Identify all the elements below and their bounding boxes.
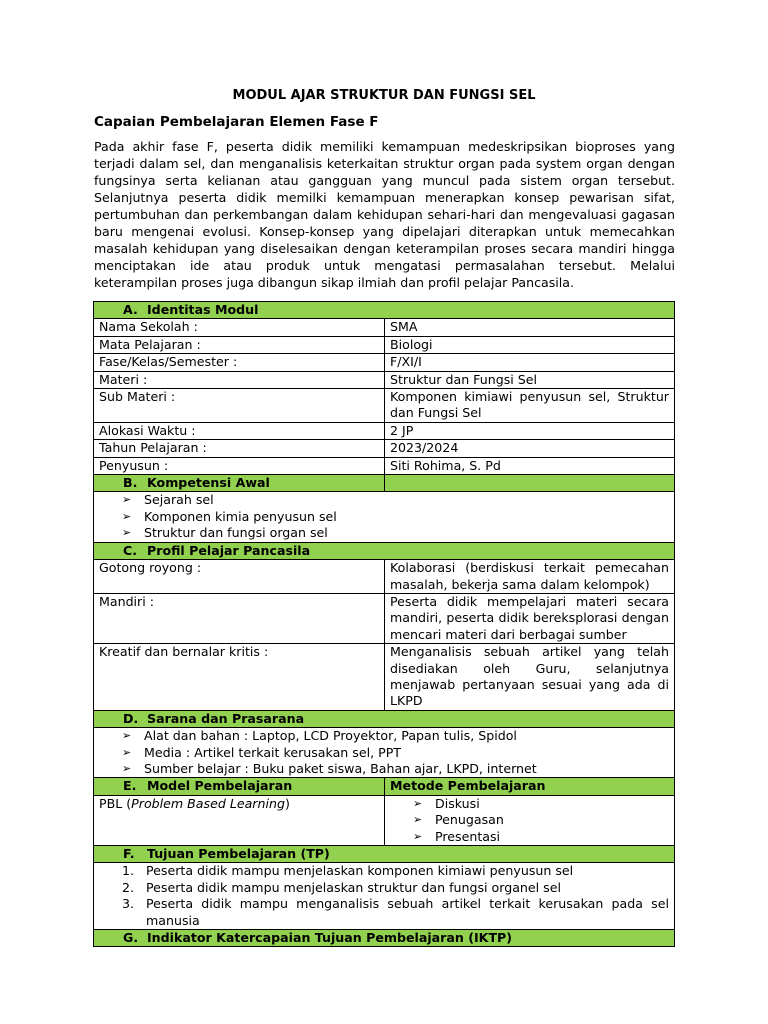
section-title: Identitas Modul bbox=[147, 302, 259, 317]
identitas-value: SMA bbox=[385, 319, 675, 336]
kompetensi-awal-list bbox=[99, 492, 669, 541]
identitas-label: Tahun Pelajaran : bbox=[94, 440, 385, 457]
section-b-header bbox=[94, 475, 675, 492]
identitas-row bbox=[94, 422, 675, 439]
profil-label: Mandiri : bbox=[94, 593, 385, 643]
identitas-row bbox=[94, 371, 675, 388]
metode-header: Metode Pembelajaran bbox=[385, 778, 675, 795]
section-title: Tujuan Pembelajaran (TP) bbox=[147, 846, 330, 861]
identitas-value: F/XI/I bbox=[385, 354, 675, 371]
identitas-label: Fase/Kelas/Semester : bbox=[94, 354, 385, 371]
profil-row bbox=[94, 593, 675, 643]
identitas-value: Siti Rohima, S. Pd bbox=[385, 457, 675, 474]
identitas-label: Mata Pelajaran : bbox=[94, 336, 385, 353]
profil-value: Peserta didik mempelajari materi secara mandiri, peserta didik bereksplorasi dengan mencari materi dari berbagai sumber bbox=[385, 593, 675, 643]
section-letter: C. bbox=[123, 542, 138, 558]
profil-row bbox=[94, 560, 675, 594]
profil-label: Gotong royong : bbox=[94, 560, 385, 594]
identitas-label: Alokasi Waktu : bbox=[94, 422, 385, 439]
kompetensi-awal-row bbox=[94, 492, 675, 542]
model-cell bbox=[94, 795, 385, 845]
section-f-header bbox=[94, 846, 675, 863]
sarana-list bbox=[99, 728, 669, 777]
identitas-value: Struktur dan Fungsi Sel bbox=[385, 371, 675, 388]
section-letter: F. bbox=[123, 846, 135, 861]
list-text: Peserta didik mampu menganalisis sebuah artikel terkait kerusakan pada sel manusia bbox=[146, 896, 669, 928]
section-g-header bbox=[94, 930, 675, 947]
tujuan-row bbox=[94, 863, 675, 930]
identitas-row bbox=[94, 389, 675, 423]
identitas-row bbox=[94, 440, 675, 457]
list-number: 1. bbox=[122, 863, 135, 879]
list-text: Peserta didik mampu menjelaskan struktur dan fungsi organel sel bbox=[146, 879, 561, 895]
profil-value: Menganalisis sebuah artikel yang telah disediakan oleh Guru, selanjutnya menjawab pertanyaan sesuai yang ada di LKPD bbox=[385, 644, 675, 711]
list-item: ➢ Diskusi bbox=[413, 796, 669, 812]
list-item bbox=[122, 880, 669, 896]
capaian-paragraph: Pada akhir fase F, peserta didik memiliki kemampuan medeskripsikan bioproses yang terjadi dalam sel, dan menganalisis keterkaitan struktur organ pada system organ dengan fungsinya serta kelianan atau gangguan yang muncul pada sistem organ tersebut. Selanjutnya peserta didik memilki kemampuan menerapkan konsep pewarisan sifat, pertumbuhan dan perkembangan dalam kehidupan sehari-hari dan mengevaluasi gagasan baru mengenai evolusi. Konsep-konsep yang dipelajari diterapkan untuk memecahkan masalah kehidupan yang diselesaikan dengan keterampilan proses secara mandiri hingga menciptakan ide atau produk untuk mengatasi permasalahan tersebut. Melalui keterampilan proses juga dibangun sikap ilmiah dan profil pelajar Pancasila. bbox=[94, 139, 675, 290]
list-item: ➢ Sejarah sel bbox=[122, 492, 669, 508]
model-italic: Problem Based Learning bbox=[131, 795, 285, 811]
identitas-label: Sub Materi : bbox=[94, 389, 385, 423]
list-item: ➢ Media : Artikel terkait kerusakan sel, PPT bbox=[122, 745, 669, 761]
list-text: Peserta didik mampu menjelaskan komponen kimiawi penyusun sel bbox=[146, 863, 574, 879]
metode-list bbox=[390, 796, 669, 845]
section-title: Sarana dan Prasarana bbox=[147, 710, 305, 726]
section-e-header bbox=[94, 778, 675, 795]
identitas-value: 2 JP bbox=[385, 422, 675, 439]
list-item bbox=[122, 896, 669, 929]
section-letter: A. bbox=[123, 302, 138, 317]
list-item: ➢ Penugasan bbox=[413, 812, 669, 828]
list-item: ➢ Komponen kimia penyusun sel bbox=[122, 509, 669, 525]
identitas-value: Biologi bbox=[385, 336, 675, 353]
profil-value: Kolaborasi (berdiskusi terkait pemecahan masalah, bekerja sama dalam kelompok) bbox=[385, 560, 675, 594]
identitas-label: Penyusun : bbox=[94, 457, 385, 474]
list-item: ➢ Struktur dan fungsi organ sel bbox=[122, 525, 669, 541]
profil-row bbox=[94, 644, 675, 711]
section-a-header bbox=[94, 302, 675, 319]
section-d-header bbox=[94, 710, 675, 727]
section-title: Kompetensi Awal bbox=[147, 475, 270, 491]
list-item: ➢ Alat dan bahan : Laptop, LCD Proyektor, Papan tulis, Spidol bbox=[122, 728, 669, 744]
document-title: MODUL AJAR STRUKTUR DAN FUNGSI SEL bbox=[232, 88, 536, 103]
sarana-row bbox=[94, 728, 675, 778]
identitas-row bbox=[94, 354, 675, 371]
identitas-value: 2023/2024 bbox=[385, 440, 675, 457]
profil-label: Kreatif dan bernalar kritis : bbox=[94, 644, 385, 711]
identitas-row bbox=[94, 336, 675, 353]
section-c-header bbox=[94, 542, 675, 559]
section-title: Model Pembelajaran bbox=[147, 778, 293, 794]
list-number: 2. bbox=[122, 879, 135, 895]
section-letter: B. bbox=[123, 475, 138, 491]
capaian-heading: Capaian Pembelajaran Elemen Fase F bbox=[94, 114, 379, 130]
identitas-row bbox=[94, 457, 675, 474]
list-item: ➢ Presentasi bbox=[413, 829, 669, 845]
identitas-label: Nama Sekolah : bbox=[94, 319, 385, 336]
section-title: Profil Pelajar Pancasila bbox=[147, 542, 311, 558]
model-prefix: PBL ( bbox=[99, 795, 132, 811]
identitas-label: Materi : bbox=[94, 371, 385, 388]
section-letter: E. bbox=[123, 778, 137, 794]
identitas-value: Komponen kimiawi penyusun sel, Struktur dan Fungsi Sel bbox=[385, 389, 675, 423]
tujuan-list bbox=[99, 863, 669, 929]
identitas-row bbox=[94, 319, 675, 336]
model-metode-row bbox=[94, 795, 675, 845]
model-suffix: ) bbox=[284, 795, 290, 811]
module-table bbox=[93, 301, 675, 947]
list-item bbox=[122, 863, 669, 879]
section-title: Indikator Katercapaian Tujuan Pembelajaran (IKTP) bbox=[147, 930, 513, 946]
section-letter: G. bbox=[123, 930, 139, 946]
section-letter: D. bbox=[123, 710, 139, 726]
list-item: ➢ Sumber belajar : Buku paket siswa, Bahan ajar, LKPD, internet bbox=[122, 761, 669, 777]
list-number: 3. bbox=[122, 896, 135, 912]
